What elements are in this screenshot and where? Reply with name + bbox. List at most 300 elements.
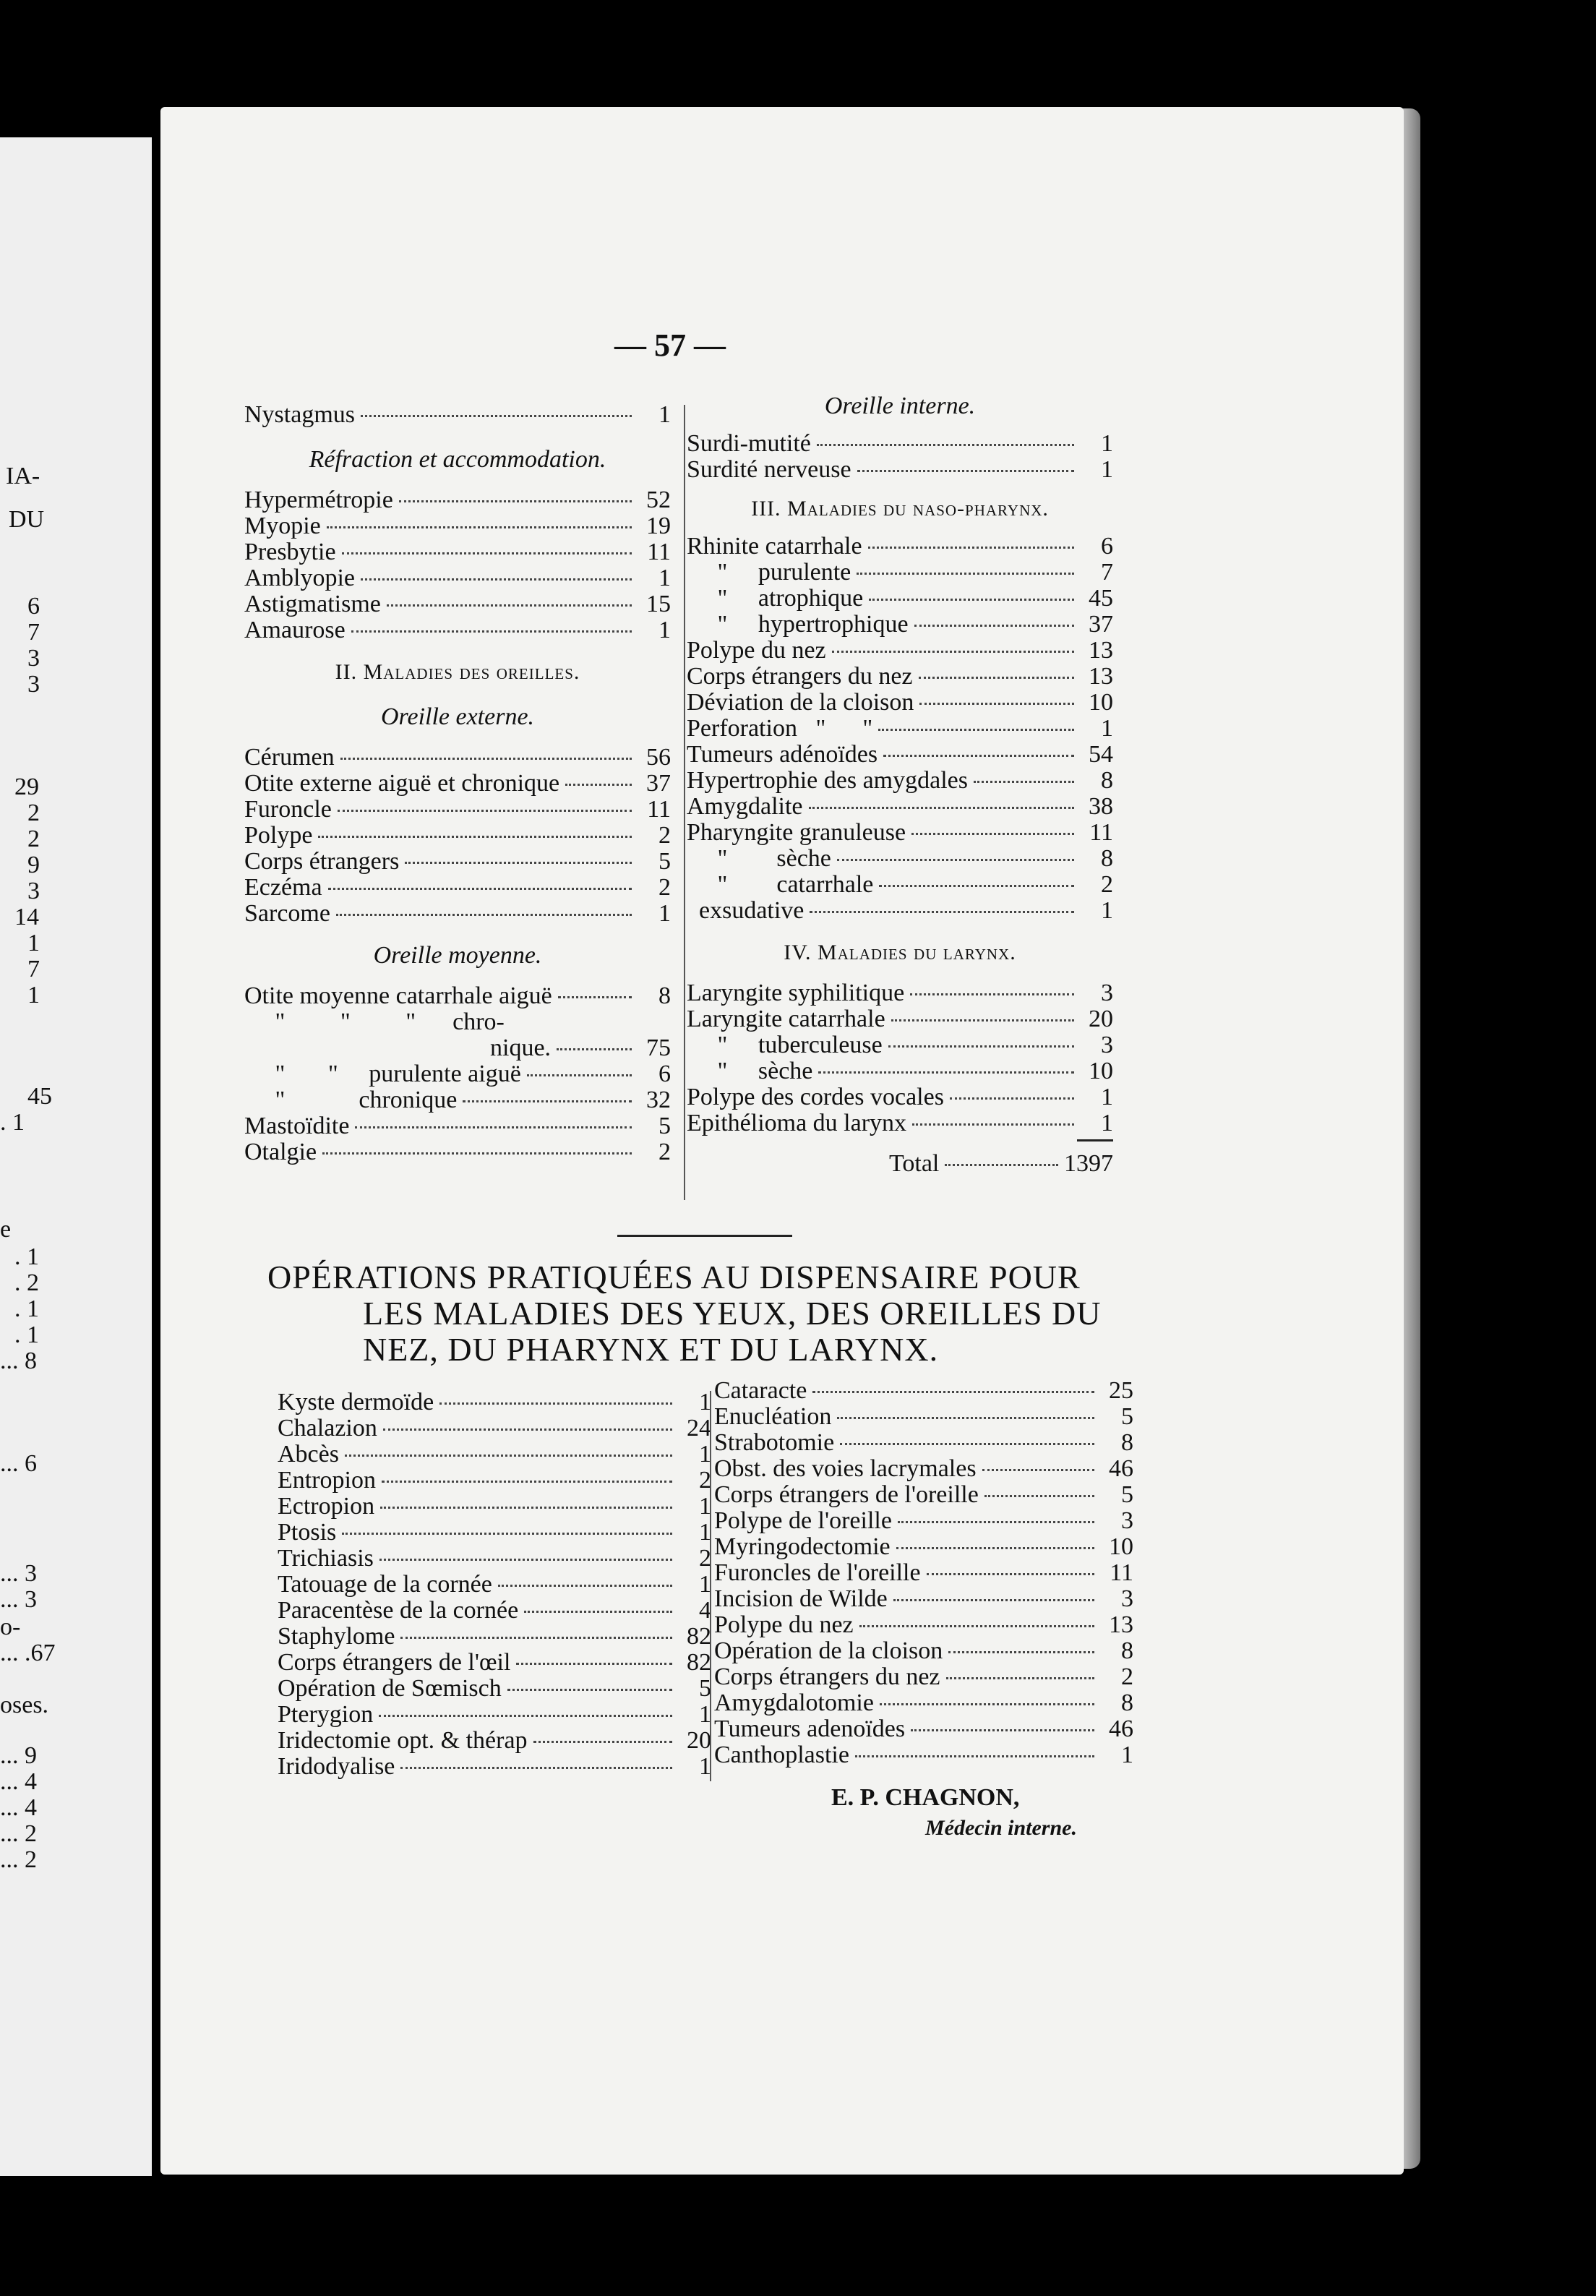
- leader-dots: [361, 578, 632, 581]
- list-row: [714, 1430, 1133, 1456]
- list-row: [278, 1650, 711, 1676]
- list-row: [244, 771, 671, 797]
- row-value: 1: [699, 1441, 711, 1468]
- leader-dots: [888, 1045, 1074, 1048]
- row-label: Laryngite catarrhale: [687, 1006, 885, 1032]
- list-row: [278, 1728, 711, 1754]
- refraction-heading: Réfraction et accommodation.: [309, 446, 606, 473]
- leader-dots: [361, 415, 632, 417]
- row-value: 8: [1121, 1429, 1133, 1456]
- list-row: [687, 846, 1113, 872]
- left-page-fragment-text: ... 6: [0, 1450, 37, 1477]
- leader-dots: [809, 807, 1074, 809]
- total-value: 1397: [1064, 1150, 1113, 1177]
- list-row: [244, 487, 671, 513]
- row-value: 8: [1121, 1689, 1133, 1716]
- row-label: Epithélioma du larynx: [687, 1110, 907, 1136]
- row-label: Eczéma: [244, 874, 322, 901]
- leader-dots: [439, 1402, 672, 1405]
- row-value: 5: [699, 1675, 711, 1702]
- leader-dots: [898, 1521, 1094, 1523]
- left-page-fragment-text: IA-: [6, 463, 40, 489]
- row-label: Entropion: [278, 1467, 376, 1494]
- oreille-moyenne-heading: Oreille moyenne.: [373, 942, 542, 969]
- list-row: [278, 1598, 711, 1624]
- row-value: 20: [687, 1727, 711, 1754]
- list-row: [244, 797, 671, 823]
- row-label: Enucléation: [714, 1403, 832, 1430]
- row-label: Cataracte: [714, 1377, 807, 1404]
- row-label: Obst. des voies lacrymales: [714, 1455, 977, 1482]
- list-row: [687, 457, 1113, 483]
- left-page-fragment-text: . 1: [14, 1295, 39, 1322]
- left-page-fragment-text: 45: [27, 1083, 52, 1110]
- left-page-fragment-text: 2: [27, 800, 40, 826]
- leader-dots: [516, 1663, 672, 1665]
- leader-dots: [879, 885, 1074, 887]
- leader-dots: [910, 993, 1074, 995]
- row-value: 8: [658, 982, 671, 1009]
- row-label: Pterygion: [278, 1701, 374, 1728]
- list-row: [278, 1442, 711, 1468]
- row-label: Tumeurs adenoïdes: [714, 1715, 906, 1742]
- row-label: " sèche: [687, 845, 831, 872]
- leader-dots: [328, 888, 632, 890]
- leader-dots: [383, 1428, 672, 1431]
- row-value: 1: [699, 1519, 711, 1546]
- row-label: Staphylome: [278, 1623, 395, 1650]
- leader-dots: [974, 781, 1074, 783]
- leader-dots: [868, 547, 1074, 549]
- leader-dots: [945, 1164, 1058, 1166]
- right-column: [687, 390, 1113, 1177]
- row-value: 10: [1089, 1058, 1113, 1084]
- row-label: Amblyopie: [244, 565, 355, 591]
- row-label: Polype de l'oreille: [714, 1507, 892, 1534]
- row-value: 56: [646, 744, 671, 771]
- row-label: Surdité nerveuse: [687, 456, 851, 483]
- row-value: 46: [1109, 1715, 1133, 1742]
- leader-dots: [400, 1767, 672, 1769]
- row-label: Trichiasis: [278, 1545, 374, 1572]
- signature-name: E. P. CHAGNON,: [831, 1784, 1020, 1811]
- leader-dots: [896, 1547, 1094, 1549]
- row-label: " chronique: [244, 1087, 458, 1113]
- row-label: Cérumen: [244, 744, 335, 771]
- row-value: 32: [646, 1087, 671, 1113]
- row-value: 2: [699, 1545, 711, 1572]
- left-page-fragment-text: . 1: [14, 1243, 39, 1270]
- leader-dots: [878, 729, 1074, 731]
- row-label: exsudative: [687, 897, 805, 924]
- section-ii-heading: II. Maladies des oreilles.: [335, 660, 580, 684]
- list-row: [244, 983, 671, 1009]
- row-label: " sèche: [687, 1058, 813, 1084]
- left-page-fragment-text: DU: [9, 506, 45, 533]
- row-label: Amaurose: [244, 617, 346, 643]
- row-label: " catarrhale: [687, 871, 874, 898]
- leader-dots: [912, 1123, 1074, 1126]
- leader-dots: [327, 526, 632, 528]
- leader-dots: [345, 1455, 672, 1457]
- leader-dots: [948, 1651, 1094, 1653]
- oreille-interne-list: [687, 431, 1113, 483]
- list-row: [687, 431, 1113, 457]
- list-row: [278, 1546, 711, 1572]
- row-value: 2: [699, 1467, 711, 1494]
- left-page-fragment-text: 29: [14, 774, 39, 800]
- leader-dots: [837, 859, 1074, 861]
- row-value: 10: [1089, 689, 1113, 716]
- leader-dots: [524, 1611, 672, 1613]
- list-row: [278, 1389, 711, 1415]
- leader-dots: [318, 836, 632, 838]
- left-page-fragment-text: ... 9: [0, 1742, 37, 1769]
- signature-title: Médecin interne.: [925, 1816, 1077, 1840]
- left-page-fragment-text: ... 2: [0, 1846, 37, 1873]
- row-value: 15: [646, 591, 671, 617]
- list-row: [244, 539, 671, 565]
- list-row: [687, 820, 1113, 846]
- leader-dots: [355, 1126, 632, 1128]
- leader-dots: [527, 1074, 632, 1076]
- list-row: [278, 1494, 711, 1520]
- list-row: [714, 1638, 1133, 1664]
- row-value: 20: [1089, 1006, 1113, 1032]
- row-value: 5: [1121, 1481, 1133, 1508]
- naso-pharynx-list: [687, 534, 1113, 924]
- leader-dots: [463, 1100, 632, 1102]
- row-value: 1: [699, 1701, 711, 1728]
- list-row: [244, 565, 671, 591]
- oreille-moyenne-list: [244, 983, 671, 1165]
- row-label: Chalazion: [278, 1415, 377, 1442]
- leader-dots: [336, 914, 632, 916]
- list-row: [278, 1624, 711, 1650]
- list-row: [244, 1035, 671, 1061]
- row-value: 82: [687, 1623, 711, 1650]
- list-row: [278, 1676, 711, 1702]
- row-label: Otalgie: [244, 1139, 317, 1165]
- row-value: 2: [658, 822, 671, 849]
- row-value: 37: [1089, 611, 1113, 638]
- list-row: [687, 794, 1113, 820]
- row-value: 3: [1101, 1032, 1113, 1058]
- row-value: 1: [1121, 1742, 1133, 1768]
- row-value: 3: [1121, 1585, 1133, 1612]
- row-label: Hypertrophie des amygdales: [687, 767, 968, 794]
- left-page-fragment-text: 3: [27, 878, 40, 904]
- row-value: 8: [1101, 767, 1113, 794]
- list-row: [714, 1378, 1133, 1404]
- row-label: Opération de Sœmisch: [278, 1675, 502, 1702]
- list-row: [278, 1702, 711, 1728]
- list-row: [714, 1586, 1133, 1612]
- list-row: [244, 1087, 671, 1113]
- row-value: 11: [647, 796, 671, 823]
- leader-dots: [832, 651, 1074, 653]
- list-row: [687, 1032, 1113, 1058]
- list-row: [244, 823, 671, 849]
- list-row: [714, 1664, 1133, 1690]
- total-row: [687, 1151, 1113, 1177]
- operations-right-list: [714, 1378, 1133, 1768]
- left-page-fragment-text: 14: [14, 904, 39, 930]
- list-row: [687, 534, 1113, 560]
- list-row: [687, 586, 1113, 612]
- leader-dots: [322, 1152, 632, 1155]
- row-value: 46: [1109, 1455, 1133, 1482]
- leader-dots: [557, 1048, 632, 1050]
- list-row: [714, 1716, 1133, 1742]
- row-label: Ptosis: [278, 1519, 337, 1546]
- leader-dots: [338, 810, 632, 812]
- row-value: 54: [1089, 741, 1113, 768]
- row-label: Myringodectomie: [714, 1533, 891, 1560]
- row-value: 45: [1089, 585, 1113, 612]
- list-row: [714, 1612, 1133, 1638]
- row-label: Corps étrangers de l'oreille: [714, 1481, 979, 1508]
- row-label: Abcès: [278, 1441, 339, 1468]
- leader-dots: [812, 1391, 1094, 1393]
- row-value: 1: [699, 1571, 711, 1598]
- left-page-fragment-text: 3: [27, 645, 40, 672]
- row-value: 11: [647, 539, 671, 565]
- leader-dots: [919, 703, 1074, 705]
- left-page-fragment-text: ... 3: [0, 1586, 37, 1613]
- leader-dots: [982, 1469, 1094, 1471]
- row-value: 3: [1121, 1507, 1133, 1534]
- row-label: " " " chro-: [244, 1008, 505, 1035]
- leader-dots: [893, 1599, 1094, 1601]
- leader-dots: [399, 500, 632, 502]
- leader-dots: [342, 552, 632, 554]
- leader-dots: [379, 1559, 672, 1561]
- row-value: 1: [658, 565, 671, 591]
- left-page-fragment-text: ... .67: [0, 1640, 56, 1666]
- row-value: 1: [1101, 1084, 1113, 1110]
- row-value: 5: [1121, 1403, 1133, 1430]
- row-value: 13: [1109, 1611, 1133, 1638]
- row-label: Polype du nez: [687, 637, 826, 664]
- leader-dots: [927, 1573, 1094, 1575]
- left-page-fragment-text: 1: [27, 982, 40, 1008]
- list-row: [714, 1690, 1133, 1716]
- operations-title: [267, 1259, 1135, 1368]
- list-row: [687, 742, 1113, 768]
- row-label: Iridodyalise: [278, 1753, 395, 1780]
- leader-dots: [817, 444, 1074, 446]
- list-row: [278, 1572, 711, 1598]
- leader-dots: [405, 862, 632, 864]
- row-label: Furoncle: [244, 796, 332, 823]
- list-row: [714, 1508, 1133, 1534]
- row-label: " " purulente aiguë: [244, 1061, 521, 1087]
- leader-dots: [950, 1097, 1074, 1100]
- total-rule: [1077, 1139, 1113, 1141]
- row-label: Pharyngite granuleuse: [687, 819, 906, 846]
- leader-dots: [880, 1703, 1094, 1705]
- section-iii-heading: III. Maladies du naso-pharynx.: [751, 497, 1049, 521]
- list-row: [278, 1520, 711, 1546]
- row-value: 25: [1109, 1377, 1133, 1404]
- list-row: [687, 768, 1113, 794]
- list-row: [687, 612, 1113, 638]
- row-value: 4: [699, 1597, 711, 1624]
- row-label: " atrophique: [687, 585, 864, 612]
- row-value: 24: [687, 1415, 711, 1442]
- row-label: Polype: [244, 822, 313, 849]
- list-row: [687, 690, 1113, 716]
- leader-dots: [911, 1729, 1094, 1731]
- leader-dots: [857, 470, 1074, 472]
- row-value: 75: [646, 1035, 671, 1061]
- left-page-fragment-text: oses.: [0, 1692, 49, 1718]
- section-separator: [617, 1235, 792, 1237]
- row-value: 5: [658, 848, 671, 875]
- row-value: 2: [658, 1139, 671, 1165]
- row-value: 6: [1101, 533, 1113, 560]
- row-value: 1: [699, 1389, 711, 1415]
- list-row: [714, 1742, 1133, 1768]
- row-label: Polype du nez: [714, 1611, 854, 1638]
- list-row: [687, 1084, 1113, 1110]
- row-value: 52: [646, 487, 671, 513]
- list-row: [714, 1560, 1133, 1586]
- leader-dots: [946, 1677, 1094, 1679]
- operations-title-line-3: NEZ, DU PHARYNX ET DU LARYNX.: [363, 1331, 939, 1368]
- row-value: 2: [658, 874, 671, 901]
- row-label: Myopie: [244, 513, 321, 539]
- list-row: [244, 402, 671, 428]
- oreille-externe-list: [244, 745, 671, 927]
- row-value: 11: [1089, 819, 1113, 846]
- refraction-list: [244, 487, 671, 643]
- row-value: 1: [1101, 1110, 1113, 1136]
- list-row: [244, 745, 671, 771]
- row-label: Perforation " ": [687, 715, 873, 742]
- row-label: Kyste dermoïde: [278, 1389, 434, 1415]
- row-label: Surdi-mutité: [687, 430, 811, 457]
- left-page-fragment-text: ... 3: [0, 1560, 37, 1587]
- leader-dots: [565, 784, 632, 786]
- leader-dots: [859, 1625, 1094, 1627]
- row-label: Paracentèse de la cornée: [278, 1597, 519, 1624]
- larynx-list: [687, 980, 1113, 1136]
- row-label: Nystagmus: [244, 401, 355, 428]
- row-value: 3: [1101, 980, 1113, 1006]
- row-value: 1: [658, 401, 671, 428]
- operations-divider: [710, 1391, 711, 1781]
- list-row: [687, 872, 1113, 898]
- left-page-fragment-text: 6: [27, 593, 40, 620]
- leader-dots: [911, 833, 1074, 835]
- row-value: 7: [1101, 559, 1113, 586]
- operations-left-column: [278, 1389, 711, 1780]
- leader-dots: [507, 1689, 672, 1691]
- leader-dots: [837, 1417, 1094, 1419]
- row-label: Tatouage de la cornée: [278, 1571, 492, 1598]
- leader-dots: [869, 599, 1074, 601]
- row-value: 6: [658, 1061, 671, 1087]
- row-value: 2: [1121, 1663, 1133, 1690]
- row-label: Astigmatisme: [244, 591, 381, 617]
- left-page-fragment-text: ... 2: [0, 1820, 37, 1847]
- row-label: Corps étrangers de l'œil: [278, 1649, 511, 1676]
- leader-dots: [818, 1071, 1074, 1074]
- row-value: 1: [1101, 897, 1113, 924]
- row-value: 2: [1101, 871, 1113, 898]
- row-value: 5: [658, 1113, 671, 1139]
- row-value: 1: [1101, 430, 1113, 457]
- row-value: 19: [646, 513, 671, 539]
- leader-dots: [855, 1755, 1094, 1757]
- list-row: [244, 901, 671, 927]
- row-label: nique.: [244, 1035, 552, 1061]
- list-row: [714, 1534, 1133, 1560]
- list-row: [687, 980, 1113, 1006]
- oreille-externe-heading: Oreille externe.: [380, 703, 535, 730]
- leader-dots: [840, 1443, 1094, 1445]
- leader-dots: [558, 996, 632, 998]
- left-page-fragment-text: 1: [27, 930, 40, 956]
- list-row: [687, 898, 1113, 924]
- list-row: [278, 1754, 711, 1780]
- row-label: Corps étrangers du nez: [714, 1663, 940, 1690]
- left-column: [244, 402, 671, 1165]
- left-page-fragment-text: ... 4: [0, 1768, 37, 1795]
- row-value: 38: [1089, 793, 1113, 820]
- row-value: 8: [1121, 1637, 1133, 1664]
- row-label: Sarcome: [244, 900, 330, 927]
- nystagmus-list: [244, 402, 671, 428]
- leader-dots: [342, 1533, 672, 1535]
- oreille-interne-heading: Oreille interne.: [824, 393, 976, 419]
- operations-title-line-1: OPÉRATIONS PRATIQUÉES AU DISPENSAIRE POUR: [267, 1259, 1081, 1295]
- row-label: Amygdalotomie: [714, 1689, 874, 1716]
- leader-dots: [351, 630, 632, 633]
- list-row: [244, 875, 671, 901]
- row-label: Corps étrangers du nez: [687, 663, 913, 690]
- row-label: Amygdalite: [687, 793, 803, 820]
- row-value: 1: [658, 617, 671, 643]
- list-row: [714, 1404, 1133, 1430]
- row-label: Otite externe aiguë et chronique: [244, 770, 560, 797]
- list-row: [244, 1009, 671, 1035]
- leader-dots: [984, 1495, 1094, 1497]
- list-row: [687, 1006, 1113, 1032]
- left-page-fragment-text: 3: [27, 671, 40, 698]
- column-divider: [684, 405, 685, 1200]
- list-row: [714, 1482, 1133, 1508]
- list-row: [278, 1415, 711, 1442]
- row-label: Corps étrangers: [244, 848, 400, 875]
- list-row: [687, 716, 1113, 742]
- leader-dots: [919, 677, 1074, 679]
- row-value: 37: [646, 770, 671, 797]
- row-label: " hypertrophique: [687, 611, 909, 638]
- list-row: [244, 849, 671, 875]
- row-label: Hypermétropie: [244, 487, 393, 513]
- left-page-fragment-text: 2: [27, 826, 40, 852]
- row-label: Opération de la cloison: [714, 1637, 943, 1664]
- leader-dots: [914, 625, 1074, 627]
- operations-left-list: [278, 1389, 711, 1780]
- left-page-fragment-text: . 1: [0, 1109, 25, 1136]
- row-value: 1: [699, 1753, 711, 1780]
- list-row: [714, 1456, 1133, 1482]
- row-value: 1: [699, 1493, 711, 1520]
